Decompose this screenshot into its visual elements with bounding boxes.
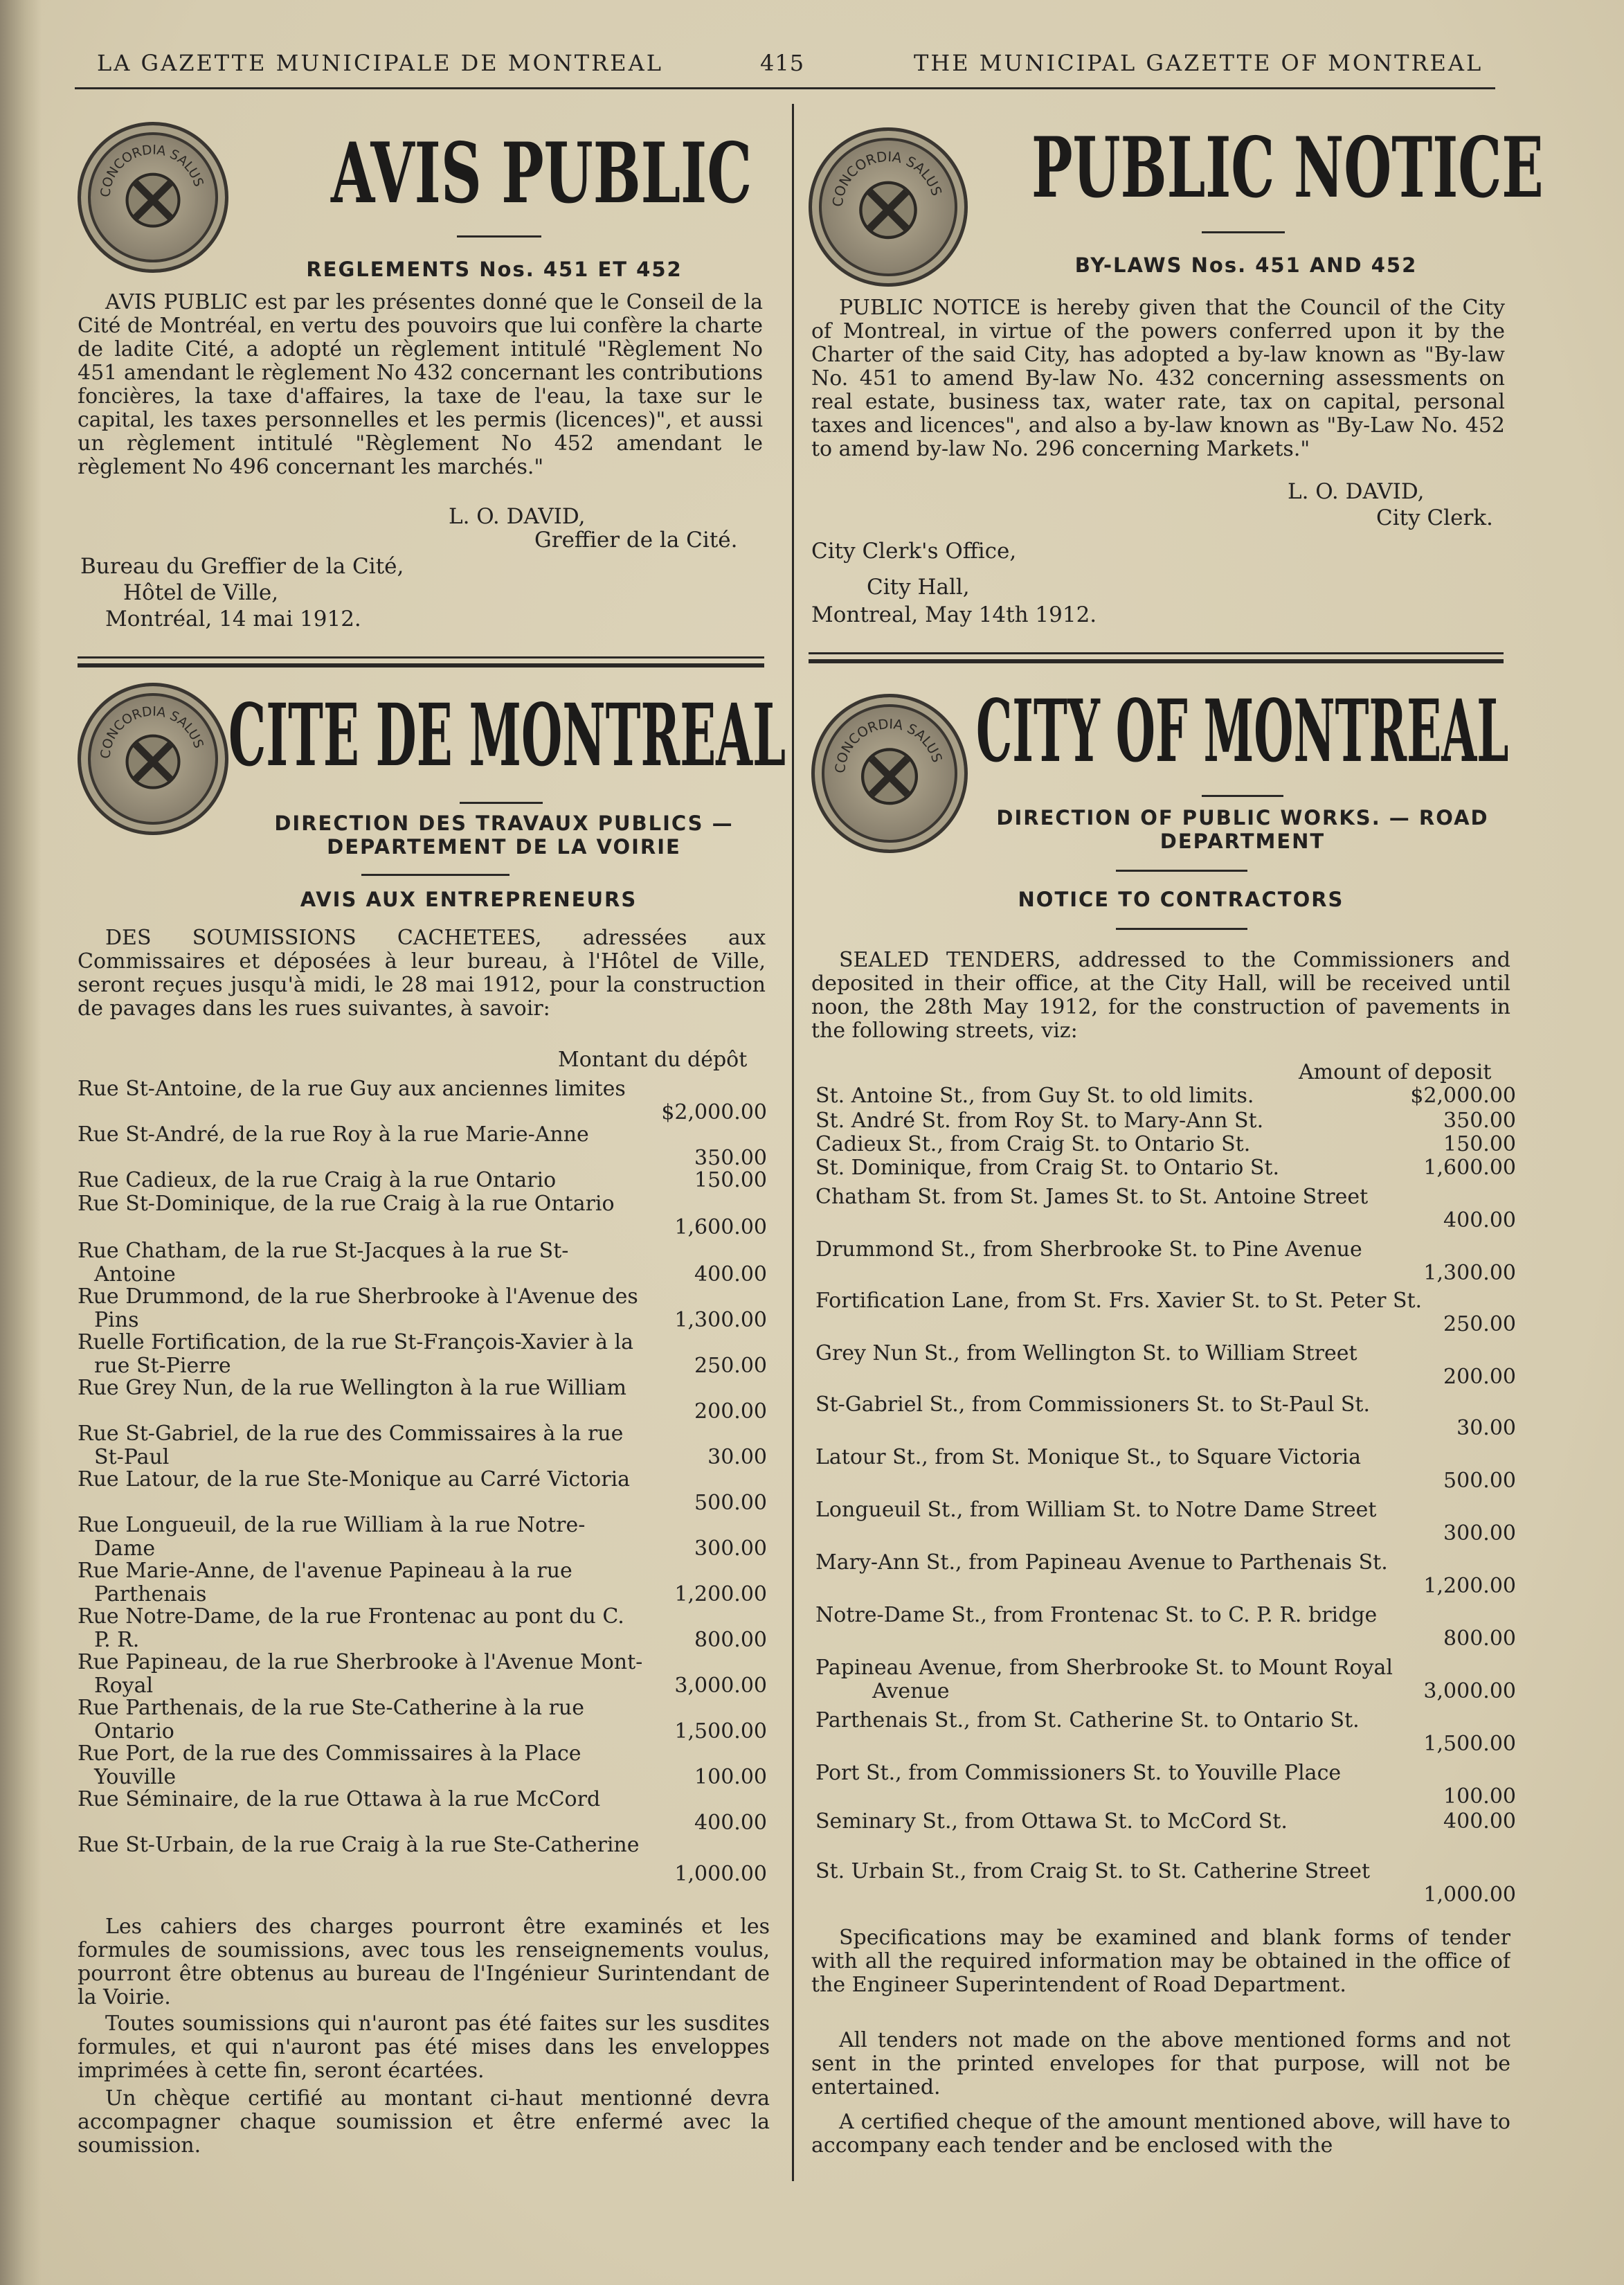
deposit-row	[815, 1133, 1516, 1156]
street-description: St. Urbain St., from Craig St. to St. Catherine Street	[815, 1859, 1371, 1883]
street-description: Longueuil St., from William St. to Notre Dame Street	[815, 1498, 1377, 1522]
cite-title: CITE DE MONTREAL	[228, 686, 786, 786]
book-spine-shadow	[0, 0, 42, 2285]
deposit-row	[815, 1656, 1516, 1703]
street-description: Port St., from Commissioners St. to Youville Place	[815, 1761, 1342, 1785]
deposit-amount: 500.00	[1443, 1469, 1516, 1493]
deposit-row	[78, 1123, 767, 1170]
city-paragraph-1: Specifications may be examined and blank forms of tender with all the required information may be obtained in the office of the Engineer Superintendent of Road Department.	[811, 1926, 1510, 1997]
deposit-row	[78, 1377, 767, 1424]
deposit-row	[78, 1742, 767, 1789]
deposit-amount: 1,600.00	[674, 1215, 767, 1239]
avis-public-date: Montréal, 14 mai 1912.	[105, 607, 361, 631]
public-notice-subtitle: BY-LAWS Nos. 451 AND 452	[1074, 253, 1418, 277]
city-seal-icon	[809, 127, 968, 287]
deposit-amount: 1,300.00	[674, 1308, 767, 1332]
deposit-row	[815, 1709, 1516, 1756]
city-subtitle-1: DIRECTION OF PUBLIC WORKS. — ROAD	[996, 806, 1489, 830]
public-notice-signer: L. O. DAVID,	[1288, 479, 1425, 504]
section-rule-thick	[809, 659, 1504, 663]
street-description: Rue St-Antoine, de la rue Guy aux anciennes limites	[78, 1077, 626, 1101]
deposit-row	[815, 1762, 1516, 1809]
street-description: Rue Papineau, de la rue Sherbrooke à l'Avenue Mont-Royal	[78, 1650, 643, 1698]
street-description: Rue Notre-Dame, de la rue Frontenac au pont du C. P. R.	[78, 1604, 624, 1652]
title-rule	[1116, 870, 1247, 872]
city-paragraph-2: All tenders not made on the above mentioned forms and not sent in the printed envelopes for that purpose, will not be entertained.	[811, 2029, 1510, 2099]
deposit-amount: 300.00	[694, 1536, 767, 1561]
street-description: Ruelle Fortification, de la rue St-François-Xavier à la rue St-Pierre	[78, 1330, 633, 1378]
deposit-row	[78, 1285, 767, 1332]
deposit-amount: 400.00	[694, 1811, 767, 1835]
seal-motto: CONCORDIA SALUS	[831, 715, 946, 774]
deposit-row	[815, 1860, 1516, 1907]
deposit-row	[78, 1605, 767, 1652]
street-description: Rue Longueuil, de la rue William à la rue Notre-Dame	[78, 1513, 586, 1561]
deposit-amount: 400.00	[1443, 1809, 1516, 1834]
deposit-amount: 1,000.00	[674, 1862, 767, 1886]
avis-public-subtitle: REGLEMENTS Nos. 451 ET 452	[306, 258, 683, 281]
public-notice-title: PUBLIC NOTICE	[1031, 119, 1544, 217]
deposit-row	[78, 1651, 767, 1698]
cite-paragraph-1: Les cahiers des charges pourront être examinés et les formules de soumissions, avec tous les renseignements voulus, pourront être obtenus au bureau de l'Ingénieur Surintendant de la Voirie.	[78, 1915, 770, 2009]
deposit-amount: 500.00	[694, 1491, 767, 1515]
street-description: Seminary St., from Ottawa St. to McCord St.	[815, 1809, 1288, 1834]
deposit-amount: 3,000.00	[1423, 1679, 1516, 1703]
deposit-row	[815, 1084, 1516, 1108]
deposit-row	[815, 1289, 1516, 1336]
deposit-amount: 100.00	[694, 1765, 767, 1789]
street-description: Rue Port, de la rue des Commissaires à la Place Youville	[78, 1741, 581, 1789]
deposit-amount: 250.00	[694, 1354, 767, 1378]
deposit-row	[78, 1169, 767, 1192]
street-description: Rue Parthenais, de la rue Ste-Catherine à la rue Ontario	[78, 1696, 584, 1744]
street-description: St. Antoine St., from Guy St. to old limits.	[815, 1084, 1254, 1108]
street-description: Chatham St. from St. James St. to St. Antoine Street	[815, 1185, 1369, 1209]
header-rule	[75, 87, 1495, 89]
title-rule	[361, 874, 509, 876]
deposit-amount: 30.00	[707, 1445, 767, 1469]
deposit-amount: $2,000.00	[1410, 1084, 1516, 1108]
section-rule	[809, 652, 1504, 654]
cite-subtitle-2: DEPARTEMENT DE LA VOIRIE	[327, 835, 681, 859]
deposit-row	[78, 1077, 767, 1124]
street-description: Grey Nun St., from Wellington St. to William Street	[815, 1341, 1357, 1365]
cite-paragraph-3: Un chèque certifié au montant ci-haut mentionné devra accompagner chaque soumission et être enfermé avec la soumission.	[78, 2087, 770, 2158]
deposit-row	[78, 1696, 767, 1744]
avis-public-building: Hôtel de Ville,	[123, 580, 279, 605]
deposit-row	[78, 1331, 767, 1378]
deposit-row	[78, 1559, 767, 1606]
city-paragraph-3: A certified cheque of the amount mentioned above, will have to accompany each tender and be enclosed with the	[811, 2111, 1510, 2158]
street-description: Rue Séminaire, de la rue Ottawa à la rue McCord	[78, 1787, 601, 1811]
public-notice-building: City Hall,	[867, 575, 970, 600]
street-description: Notre-Dame St., from Frontenac St. to C. P. R. bridge	[815, 1603, 1378, 1627]
deposit-amount: 200.00	[1443, 1365, 1516, 1389]
street-description: Cadieux St., from Craig St. to Ontario St.	[815, 1132, 1251, 1156]
street-description: St-Gabriel St., from Commissioners St. to St-Paul St.	[815, 1392, 1371, 1417]
street-description: Latour St., from St. Monique St., to Square Victoria	[815, 1445, 1361, 1469]
deposit-amount: 1,500.00	[1423, 1732, 1516, 1756]
street-description: Rue Cadieux, de la rue Craig à la rue Ontario	[78, 1168, 557, 1192]
deposit-row	[815, 1109, 1516, 1133]
cite-intro: DES SOUMISSIONS CACHETEES, adressées aux Commissaires et déposées à leur bureau, à l'Hôtel de Ville, seront reçues jusqu'à midi, le 28 mai 1912, pour la construction de pavages dans les rues suivantes, à savoir:	[78, 926, 766, 1021]
deposit-amount: 100.00	[1443, 1784, 1516, 1809]
deposit-row	[78, 1468, 767, 1515]
city-subtitle-2: DEPARTMENT	[1160, 830, 1326, 853]
city-seal-icon	[78, 683, 228, 835]
deposit-amount: 1,600.00	[1423, 1156, 1516, 1180]
title-rule	[1202, 795, 1283, 797]
city-seal-icon	[811, 694, 968, 853]
deposit-amount: 800.00	[694, 1628, 767, 1652]
title-rule	[460, 802, 543, 804]
avis-public-signer: L. O. DAVID,	[449, 504, 586, 529]
city-intro: SEALED TENDERS, addressed to the Commissioners and deposited in their office, at the City Hall, will be received until noon, the 28th May 1912, for the construction of pavements in the following streets, viz:	[811, 949, 1510, 1043]
page-number: 415	[760, 50, 805, 76]
title-rule	[1116, 928, 1247, 930]
avis-public-title: AVIS PUBLIC	[331, 125, 752, 222]
deposit-amount: 400.00	[1443, 1208, 1516, 1233]
deposit-row	[78, 1834, 767, 1886]
deposit-row	[78, 1514, 767, 1561]
public-notice-date: Montreal, May 14th 1912.	[811, 602, 1097, 627]
deposit-amount: 300.00	[1443, 1521, 1516, 1545]
seal-motto: CONCORDIA SALUS	[829, 148, 945, 208]
deposit-amount: 250.00	[1443, 1312, 1516, 1336]
running-header-left: LA GAZETTE MUNICIPALE DE MONTREAL	[97, 50, 663, 76]
deposit-amount: 3,000.00	[674, 1674, 767, 1698]
title-rule	[457, 235, 541, 238]
street-description: Rue Marie-Anne, de l'avenue Papineau à la rue Parthenais	[78, 1559, 572, 1606]
deposit-amount: $2,000.00	[661, 1100, 767, 1124]
deposit-row	[815, 1156, 1516, 1180]
deposit-row	[815, 1604, 1516, 1651]
public-notice-signer-title: City Clerk.	[1376, 505, 1493, 530]
street-description: Parthenais St., from St. Catherine St. to Ontario St.	[815, 1708, 1360, 1732]
deposit-amount: 150.00	[694, 1168, 767, 1192]
deposit-amount: 1,500.00	[674, 1719, 767, 1744]
street-description: Papineau Avenue, from Sherbrooke St. to Mount Royal Avenue	[815, 1656, 1393, 1703]
city-section-title: NOTICE TO CONTRACTORS	[1018, 888, 1344, 911]
street-description: Rue St-Gabriel, de la rue des Commissaires à la rue St-Paul	[78, 1422, 624, 1469]
column-divider	[792, 104, 794, 2181]
running-header-right: THE MUNICIPAL GAZETTE OF MONTREAL	[914, 50, 1483, 76]
avis-public-signer-title: Greffier de la Cité.	[534, 528, 738, 553]
street-description: Mary-Ann St., from Papineau Avenue to Parthenais St.	[815, 1550, 1388, 1575]
street-description: St. André St. from Roy St. to Mary-Ann St.	[815, 1109, 1264, 1133]
cite-subtitle-1: DIRECTION DES TRAVAUX PUBLICS —	[274, 812, 734, 835]
street-description: Rue Chatham, de la rue St-Jacques à la rue St-Antoine	[78, 1239, 569, 1287]
street-description: Rue Latour, de la rue Ste-Monique au Carré Victoria	[78, 1467, 631, 1491]
city-title: CITY OF MONTREAL	[976, 681, 1509, 782]
deposit-amount: 400.00	[694, 1262, 767, 1287]
deposit-row	[815, 1551, 1516, 1598]
city-seal-icon	[78, 122, 228, 273]
street-description: St. Dominique, from Craig St. to Ontario St.	[815, 1156, 1279, 1180]
title-rule	[1202, 231, 1285, 233]
deposit-amount: 1,200.00	[1423, 1574, 1516, 1598]
street-description: Rue Drummond, de la rue Sherbrooke à l'Avenue des Pins	[78, 1284, 638, 1332]
street-description: Rue St-Urbain, de la rue Craig à la rue Ste-Catherine	[78, 1833, 640, 1857]
deposit-row	[815, 1185, 1516, 1233]
deposit-amount: 150.00	[1443, 1132, 1516, 1156]
avis-public-office: Bureau du Greffier de la Cité,	[80, 554, 404, 579]
deposit-row	[78, 1239, 767, 1287]
deposit-amount: 800.00	[1443, 1627, 1516, 1651]
deposit-row	[78, 1192, 767, 1239]
deposit-row	[815, 1342, 1516, 1389]
deposit-row	[815, 1393, 1516, 1440]
street-description: Fortification Lane, from St. Frs. Xavier St. to St. Peter St.	[815, 1289, 1423, 1313]
deposit-amount: 1,200.00	[674, 1582, 767, 1606]
street-description: Rue St-Dominique, de la rue Craig à la rue Ontario	[78, 1192, 615, 1216]
street-description: Drummond St., from Sherbrooke St. to Pine Avenue	[815, 1237, 1362, 1262]
deposit-amount: 30.00	[1456, 1416, 1516, 1440]
public-notice-office: City Clerk's Office,	[811, 539, 1017, 564]
cite-section-title: AVIS AUX ENTREPRENEURS	[300, 888, 638, 911]
street-description: Rue St-André, de la rue Roy à la rue Marie-Anne	[78, 1122, 589, 1147]
section-rule-thick	[78, 663, 764, 667]
deposit-row	[815, 1238, 1516, 1285]
public-notice-body: PUBLIC NOTICE is hereby given that the Council of the City of Montreal, in virtue of the powers conferred upon it by the Charter of the said City, has adopted a by-law known as "By-law No. 451 to amend By-law No. 432 concerning assessments on real estate, business tax, water rate, tax on capital, personal taxes and licences", and also a by-law known as "By-Law No. 452 to amend by-law No. 296 concerning Markets."	[811, 296, 1505, 461]
deposit-amount: 350.00	[1443, 1109, 1516, 1133]
avis-public-body: AVIS PUBLIC est par les présentes donné que le Conseil de la Cité de Montréal, en vertu des pouvoirs que lui confère la charte de ladite Cité, a adopté un règlement intitulé "Règlement No 451 amendant le règlement No 432 concernant les contributions foncières, la taxe d'affaires, la taxe de l'eau, la taxe sur le capital, les taxes personnelles et les permis (licences)", et aussi un règlement intitulé "Règlement No 452 amendant le règlement No 496 concernant les marchés."	[78, 291, 763, 479]
deposit-amount: 200.00	[694, 1399, 767, 1424]
deposit-row	[78, 1422, 767, 1469]
deposit-row	[815, 1498, 1516, 1545]
deposit-amount: 350.00	[694, 1146, 767, 1170]
deposit-amount: 1,000.00	[1423, 1883, 1516, 1907]
city-amount-header: Amount of deposit	[1299, 1060, 1492, 1084]
deposit-row	[78, 1788, 767, 1835]
section-rule	[78, 656, 764, 658]
cite-paragraph-2: Toutes soumissions qui n'auront pas été faites sur les susdites formules, et qui n'auront pas été mises dans les enveloppes imprimées à cette fin, seront écartées.	[78, 2012, 770, 2083]
seal-motto: CONCORDIA SALUS	[98, 704, 206, 760]
street-description: Rue Grey Nun, de la rue Wellington à la rue William	[78, 1376, 627, 1400]
deposit-row	[815, 1810, 1516, 1834]
cite-amount-header: Montant du dépôt	[558, 1048, 748, 1072]
deposit-amount: 1,300.00	[1423, 1261, 1516, 1285]
deposit-row	[815, 1446, 1516, 1493]
seal-motto: CONCORDIA SALUS	[98, 143, 206, 198]
